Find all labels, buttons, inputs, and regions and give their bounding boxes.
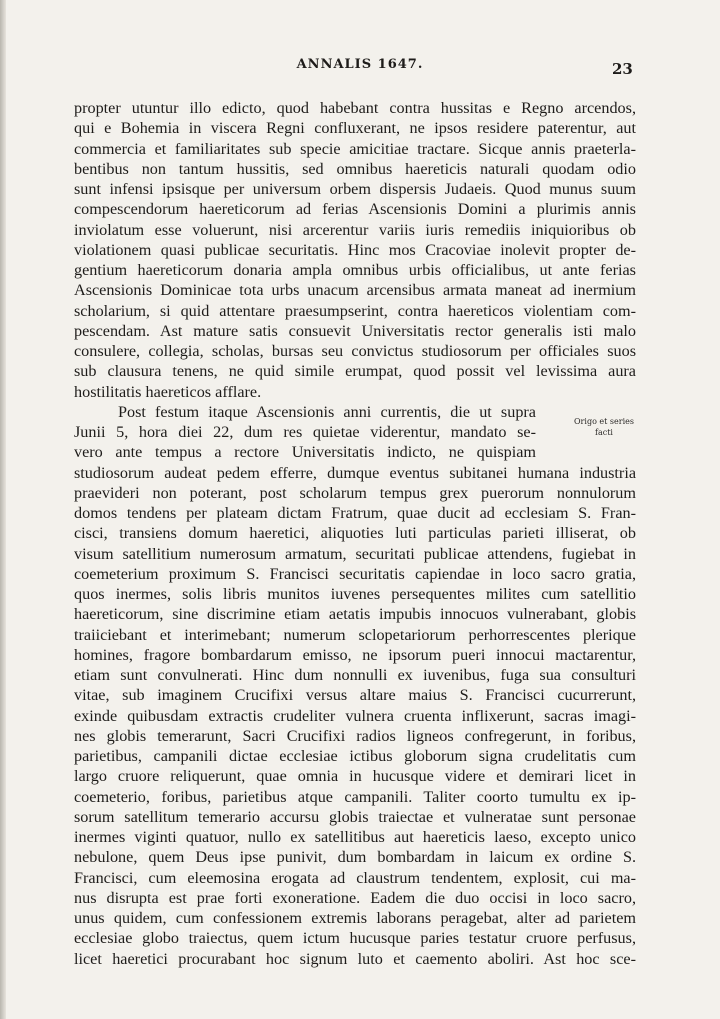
text-line: nebulone, quem Deus ipse punivit, dum bombardam in laicum ex ordine S.	[74, 848, 636, 867]
text-line: unus quidem, cum confessionem extremis laborans peragebat, alter ad parietem	[74, 909, 636, 927]
margin-note-line: facti	[595, 428, 613, 437]
text-line: scholarium, si quid attentare praesumpserint, contra haereticos violentiam com-	[74, 301, 636, 320]
text-line: inermes viginti quatuor, nullo ex satellitibus aut haereticis laeso, excepto unico	[74, 828, 636, 846]
text-line: coemeterio, foribus, parietibus atque campanili. Taliter coorto tumultu ex ip-	[74, 787, 636, 806]
text-line: exinde quibusdam extractis crudeliter vulnera cruenta inflixerunt, sacras imagi-	[74, 706, 636, 725]
text-line: hostilitatis haereticos afflare.	[74, 382, 262, 401]
text-line: etiam sunt convulnerati. Hinc dum nonnulli ex iuvenibus, fuga sua consulturi	[74, 666, 636, 684]
text-line: cisci, transiens domum haeretici, aliquoties luti particulas parieti illiserat, ob	[74, 524, 636, 543]
paragraph-2	[74, 463, 636, 969]
text-line: nus disrupta est prae forti exoneratione. Eadem die duo occisi in loco sacro,	[74, 888, 636, 907]
text-line: commercia et familiaritates sub specie amicitiae tractare. Sicque annis praeterla-	[74, 139, 636, 158]
text-line: sub clausura tenens, ne quid simile erumpat, quod possit vel levissima aura	[74, 362, 636, 381]
text-line: gentium haereticorum donaria ampla omnibus urbis officialibus, ut ante ferias	[74, 261, 636, 279]
text-line: violationem quasi publicae securitatis. Hinc mos Cracoviae inolevit propter de-	[74, 240, 636, 259]
paragraph-2-opening	[74, 402, 636, 463]
text-line: quos inermes, solis libris munitos iuvenes persequentes milites cum satellitio	[74, 585, 636, 603]
text-line: praevideri non poterant, post scholarum tempus grex puerorum nonnulorum	[74, 483, 636, 502]
text-line: vero ante tempus a rectore Universitatis indicto, ne quispiam	[74, 443, 536, 462]
text-line: Junii 5, hora diei 22, dum res quietae viderentur, mandato se-	[74, 423, 536, 441]
text-line: Ascensionis Dominicae tota urbs unacum arcensibus armata maneat ad inermium	[74, 281, 636, 300]
text-line: qui e Bohemia in viscera Regni confluxerant, ne ipsos residere paterentur, aut	[74, 119, 636, 138]
paragraph-1	[74, 98, 636, 402]
running-head: ANNALIS 1647.	[296, 57, 424, 72]
text-line: vitae, sub imaginem Crucifixi versus altare maius S. Francisci cucurrerunt,	[74, 686, 636, 705]
text-line: sorum satellitum temerario accursu globis traiectae et vulneratae sunt personae	[74, 807, 636, 826]
text-line: nes globis temerarunt, Sacri Crucifixi radios ligneos confregerunt, in foribus,	[74, 726, 636, 745]
margin-note-line: Origo et series	[574, 417, 634, 426]
text-line: haereticorum, sine discrimine etiam aetatis impubis innocuos vulnerabant, globis	[74, 605, 636, 624]
text-line: Francisci, cum eleemosina erogata ad claustrum tendentem, explosit, cui ma-	[74, 868, 636, 887]
text-line: licet haeretici procurabant hoc signum luto et caemento aboliri. Ast hoc sce-	[74, 949, 636, 968]
text-line: propter utuntur illo edicto, quod habebant contra hussitas e Regno arcendos,	[74, 99, 636, 117]
text-line: inviolatum esse voluerunt, nisi arcerentur variis iuris remediis iniquioribus ob	[74, 220, 636, 239]
text-line: parietibus, campanili dictae ecclesiae ictibus globorum signa crudelitatis cum	[74, 747, 636, 765]
text-line: coemeterium proximum S. Francisci securitatis capiendae in loco sacro gratia,	[74, 564, 636, 583]
text-line: studiosorum audeat pedem efferre, dumque eventus subitanei humana industria	[74, 463, 636, 482]
text-line: traiiciebant et interimebant; numerum sclopetariorum perhorrescentes plerique	[74, 625, 636, 644]
text-line: visum satellitium numerosum armatum, securitati publicae attendens, fugiebat in	[74, 544, 636, 563]
text-line: largo cruore reliquerunt, quae omnia in hucusque videre et demirari licet in	[74, 767, 636, 786]
body-text	[74, 98, 636, 969]
text-line: pescendam. Ast mature satis consuevit Universitatis rector generalis isti malo	[74, 321, 636, 340]
text-line: ecclesiae globo traiectus, quem ictum hucusque paries testatur cruore perfusus,	[74, 929, 636, 948]
text-line: homines, fragore bombardarum emisso, ne ipsorum pueri innocui mactarentur,	[74, 645, 636, 664]
text-line: sunt infensi ipsisque per universum orbem dispersis Judaeis. Quod munus suum	[74, 180, 636, 198]
text-line: bentibus non tantum hussitis, sed omnibus haereticis naturali quodam odio	[74, 159, 636, 178]
text-line: consulere, collegia, scholas, bursas seu convictus studiosorum per officiales suos	[74, 342, 636, 360]
text-line: compescendorum haereticorum ad ferias Ascensionis Domini a plurimis annis	[74, 200, 636, 219]
page-binding-edge	[0, 0, 6, 1019]
text-line: domos tendens per plateam dictam Fratrum, quae ducit ad ecclesiam S. Fran-	[74, 504, 636, 522]
text-line: Post festum itaque Ascensionis anni currentis, die ut supra	[118, 402, 536, 421]
page-number: 23	[612, 60, 633, 78]
